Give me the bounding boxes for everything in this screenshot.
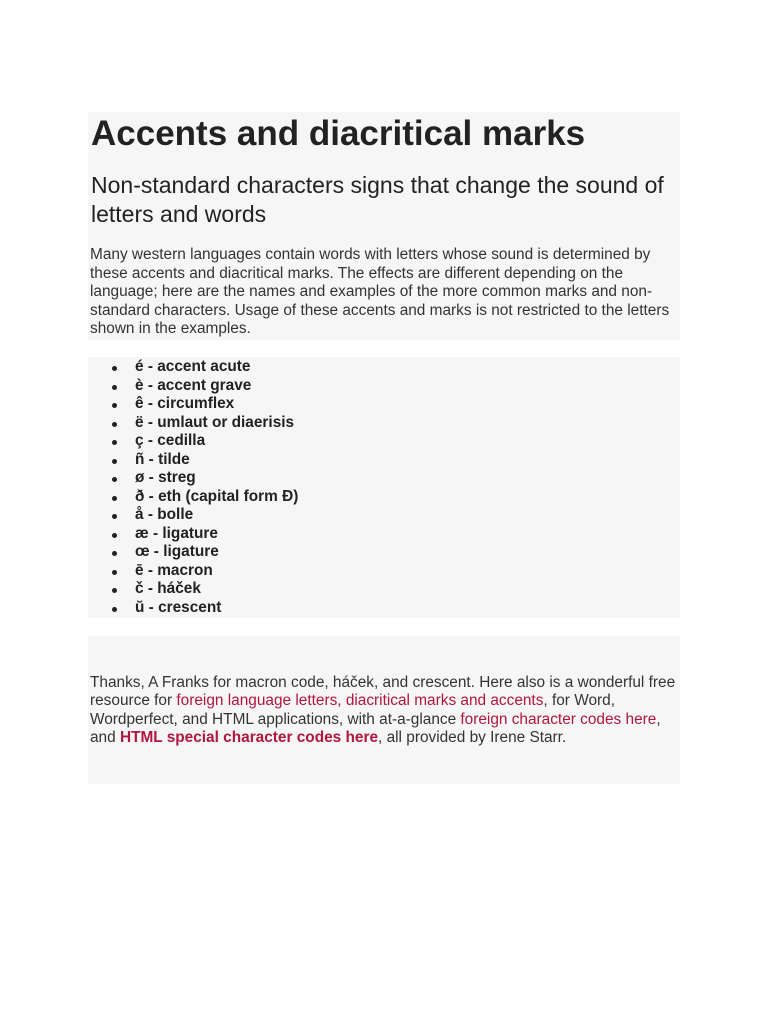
marks-list-panel bbox=[88, 357, 680, 618]
list-item bbox=[112, 358, 298, 377]
list-item bbox=[112, 451, 298, 470]
bullet-icon bbox=[112, 385, 117, 390]
bullet-icon bbox=[112, 422, 117, 427]
bullet-icon bbox=[112, 366, 117, 371]
mark-label: æ - ligature bbox=[135, 524, 218, 542]
list-item bbox=[112, 580, 298, 599]
bullet-icon bbox=[112, 551, 117, 556]
credits-text-2: , for Word, Wordperfect, and HTML applications, with at-a-glance bbox=[90, 692, 615, 728]
mark-label: ë - umlaut or diaerisis bbox=[135, 413, 295, 431]
html-special-codes-link[interactable]: HTML special character codes here bbox=[119, 729, 379, 747]
bullet-icon bbox=[112, 496, 117, 501]
mark-label: ŭ - crescent bbox=[135, 598, 222, 616]
bullet-icon bbox=[112, 533, 117, 538]
mark-label: ē - macron bbox=[135, 561, 213, 579]
list-item bbox=[112, 414, 298, 433]
bullet-icon bbox=[112, 588, 117, 593]
foreign-letters-link[interactable]: foreign language letters, diacritical marks and accents bbox=[176, 692, 544, 710]
list-item bbox=[112, 525, 298, 544]
credits-text-4: , all provided by Irene Starr. bbox=[378, 729, 567, 747]
mark-label: ê - circumflex bbox=[135, 395, 235, 412]
credits-text-1: Thanks, A Franks for macron code, háček, and crescent. Here also is a wonderful free resource for bbox=[90, 674, 676, 710]
intro-paragraph: Many western languages contain words with letters whose sound is determined by these accents and diacritical marks. The effects are different depending on the language; here are the names and examples of the more common marks and non-standard characters. Usage of these accents and marks is not restricted to the letters shown in the examples. bbox=[90, 246, 670, 338]
bullet-icon bbox=[112, 607, 117, 612]
credits-paragraph bbox=[90, 674, 678, 748]
list-item bbox=[112, 543, 298, 562]
list-item bbox=[112, 469, 298, 488]
list-item bbox=[112, 506, 298, 525]
mark-label: ç - cedilla bbox=[135, 432, 206, 449]
bullet-icon bbox=[112, 459, 117, 464]
bullet-icon bbox=[112, 477, 117, 482]
foreign-character-codes-link[interactable]: foreign character codes here bbox=[460, 710, 657, 728]
list-item bbox=[112, 432, 298, 451]
list-item bbox=[112, 488, 298, 507]
credits-panel bbox=[88, 636, 680, 784]
mark-label: č - háček bbox=[135, 580, 201, 597]
bullet-icon bbox=[112, 403, 117, 408]
list-item bbox=[112, 599, 298, 618]
bullet-icon bbox=[112, 440, 117, 445]
marks-list bbox=[112, 358, 298, 617]
bullet-icon bbox=[112, 514, 117, 519]
mark-label: œ - ligature bbox=[135, 543, 219, 560]
mark-label: é - accent acute bbox=[135, 358, 251, 375]
list-item bbox=[112, 395, 298, 414]
mark-label: å - bolle bbox=[135, 506, 194, 523]
mark-label: ø - streg bbox=[135, 469, 196, 486]
mark-label: è - accent grave bbox=[135, 376, 252, 394]
mark-label: ð - eth (capital form Ð) bbox=[135, 487, 299, 505]
list-item bbox=[112, 562, 298, 581]
mark-label: ñ - tilde bbox=[135, 450, 190, 468]
intro-panel bbox=[88, 112, 680, 340]
credits-text-3: , and bbox=[90, 710, 661, 747]
page-subtitle: Non-standard characters signs that change the sound of letters and words bbox=[91, 172, 664, 227]
page-title: Accents and diacritical marks bbox=[91, 114, 586, 153]
list-item bbox=[112, 377, 298, 396]
bullet-icon bbox=[112, 570, 117, 575]
